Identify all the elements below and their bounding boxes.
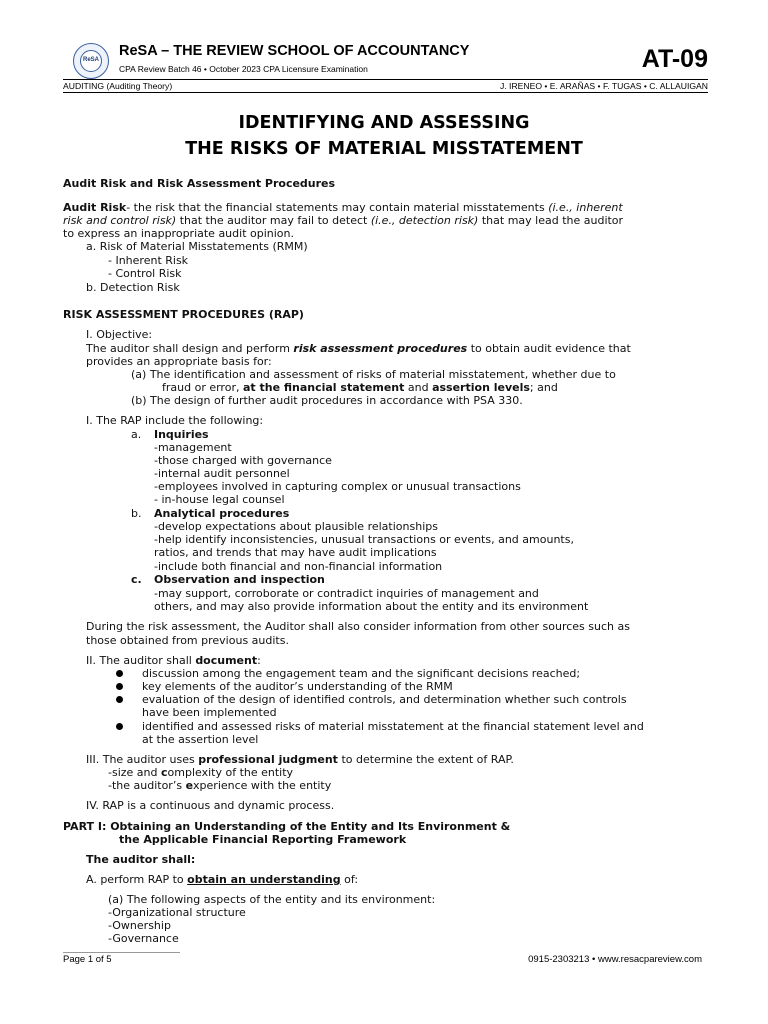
document-bullet: key elements of the auditor’s understanding of the RMM	[142, 680, 453, 693]
auditor-shall-heading: The auditor shall:	[86, 853, 196, 866]
document-bullet: identified and assessed risks of material misstatement at the financial statement level and	[142, 720, 644, 733]
analytical-item: -help identify inconsistencies, unusual transactions or events, and amounts,	[154, 533, 574, 546]
rap-include-label: I. The RAP include the following:	[86, 414, 264, 427]
bullet-dot-icon	[116, 723, 123, 730]
def-italic: risk and control risk)	[63, 214, 177, 227]
factor-text: -the auditor’s	[108, 779, 186, 792]
bullet-dot-icon	[116, 696, 123, 703]
bullet-dot-icon	[116, 683, 123, 690]
footer-rule	[63, 952, 180, 953]
inquiries-label: a.	[131, 428, 142, 441]
document-bullet-cont: at the assertion level	[142, 733, 259, 746]
factor-text: xperience with the entity	[193, 779, 332, 792]
def-italic: (i.e., detection risk)	[370, 214, 479, 227]
analytical-item: ratios, and trends that may have audit implications	[154, 546, 437, 559]
batch-info: CPA Review Batch 46 • October 2023 CPA Licensure Examination	[119, 64, 368, 74]
factor-bold: c	[161, 766, 168, 779]
control-risk-item: - Control Risk	[108, 267, 182, 280]
analytical-item: -include both financial and non-financial information	[154, 560, 443, 573]
analytical-title: Analytical procedures	[154, 507, 290, 520]
during-paragraph-line-2: those obtained from previous audits.	[86, 634, 289, 647]
judgment-requirement	[86, 753, 514, 766]
iii-text: III. The auditor uses	[86, 753, 199, 766]
header-rule-top	[63, 79, 708, 80]
header-rule-bottom	[63, 92, 708, 93]
aspects-line: (a) The following aspects of the entity and its environment:	[108, 893, 436, 906]
inquiries-item: - in-house legal counsel	[154, 493, 285, 506]
school-seal-logo	[73, 43, 109, 79]
aspect-item: -Organizational structure	[108, 906, 246, 919]
perform-rap-line	[86, 873, 358, 886]
audit-risk-def-line-2	[63, 214, 623, 227]
contact-info: 0915-2303213 • www.resacpareview.com	[528, 954, 702, 965]
detection-risk-item: b. Detection Risk	[86, 281, 180, 294]
document-bullet: evaluation of the design of identified controls, and determination whether such controls	[142, 693, 627, 706]
obj-text: and	[404, 381, 433, 394]
part-one-title-line-2: the Applicable Financial Reporting Framework	[119, 833, 407, 846]
analytical-item: -develop expectations about plausible relationships	[154, 520, 438, 533]
ii-text: :	[257, 654, 261, 667]
observation-title: Observation and inspection	[154, 573, 325, 586]
bullet-dot-icon	[116, 670, 123, 677]
objective-line-2: provides an appropriate basis for:	[86, 355, 272, 368]
inquiries-item: -those charged with governance	[154, 454, 332, 467]
aspect-item: -Governance	[108, 932, 179, 945]
subject-line	[63, 81, 708, 91]
document-title-line-1: IDENTIFYING AND ASSESSING	[238, 113, 530, 133]
part-one-title-line-1: PART I: Obtaining an Understanding of the Entity and Its Environment &	[63, 820, 511, 833]
def-text: that the auditor may fail to detect	[176, 214, 371, 227]
factor-bold: e	[185, 779, 194, 792]
factor-text: omplexity of the entity	[167, 766, 294, 779]
document-bullet: discussion among the engagement team and the significant decisions reached;	[142, 667, 581, 680]
iii-bold: professional judgment	[198, 753, 338, 766]
objective-a-line-2	[162, 381, 558, 394]
page-number: Page 1 of 5	[63, 954, 112, 965]
audit-risk-def-line-3: to express an inappropriate audit opinion.	[63, 227, 294, 240]
during-paragraph-line-1: During the risk assessment, the Auditor shall also consider information from other sources such as	[86, 620, 630, 633]
document-title-line-2: THE RISKS OF MATERIAL MISSTATEMENT	[185, 139, 583, 159]
objective-label: I. Objective:	[86, 328, 153, 341]
subject-label: AUDITING (Auditing Theory)	[63, 81, 173, 91]
def-text: - the risk that the financial statements may contain material misstatements	[126, 201, 549, 214]
def-italic: (i.e., inherent	[548, 201, 623, 214]
inquiries-item: -internal audit personnel	[154, 467, 290, 480]
document-bullet-cont: have been implemented	[142, 706, 277, 719]
iii-text: to determine the extent of RAP.	[337, 753, 514, 766]
observation-item: others, and may also provide information about the entity and its environment	[154, 600, 589, 613]
perform-text: of:	[340, 873, 359, 886]
inherent-risk-item: - Inherent Risk	[108, 254, 189, 267]
rmm-item: a. Risk of Material Misstatements (RMM)	[86, 240, 308, 253]
obj-bold: at the financial statement	[242, 381, 405, 394]
seal-text: ReSA	[82, 57, 99, 63]
objective-line-1	[86, 342, 631, 355]
analytical-label: b.	[131, 507, 142, 520]
authors-label: J. IRENEO • E. ARAÑAS • F. TUGAS • C. ALLAUIGAN	[499, 81, 708, 91]
inquiries-item: -employees involved in capturing complex or unusual transactions	[154, 480, 521, 493]
perform-emphasis: obtain an understanding	[187, 873, 341, 886]
section-heading-audit-risk: Audit Risk and Risk Assessment Procedures	[63, 177, 336, 190]
def-text: that may lead the auditor	[478, 214, 624, 227]
observation-label: c.	[131, 573, 142, 586]
school-name: ReSA – THE REVIEW SCHOOL OF ACCOUNTANCY	[119, 43, 470, 59]
rap-continuous: IV. RAP is a continuous and dynamic process.	[86, 799, 335, 812]
ii-text: II. The auditor shall	[86, 654, 196, 667]
judgment-factor	[108, 766, 293, 779]
document-code: AT-09	[641, 45, 708, 73]
obj-bold: assertion levels	[432, 381, 530, 394]
perform-text: A. perform RAP to	[86, 873, 188, 886]
obj-text: fraud or error,	[162, 381, 243, 394]
obj-text: ; and	[529, 381, 558, 394]
inquiries-item: -management	[154, 441, 232, 454]
obj-text: The auditor shall design and perform	[86, 342, 294, 355]
obj-emphasis: risk assessment procedures	[293, 342, 468, 355]
obj-text: to obtain audit evidence that	[467, 342, 631, 355]
objective-a-line-1: (a) The identification and assessment of risks of material misstatement, whether due to	[131, 368, 616, 381]
observation-item: -may support, corroborate or contradict inquiries of management and	[154, 587, 539, 600]
aspect-item: -Ownership	[108, 919, 171, 932]
ii-bold: document	[195, 654, 258, 667]
document-requirement	[86, 654, 261, 667]
section-heading-rap: RISK ASSESSMENT PROCEDURES (RAP)	[63, 308, 304, 321]
inquiries-title: Inquiries	[154, 428, 209, 441]
factor-text: -size and	[108, 766, 161, 779]
audit-risk-def-line-1	[63, 201, 623, 214]
judgment-factor	[108, 779, 331, 792]
audit-risk-term: Audit Risk	[63, 201, 127, 214]
objective-b: (b) The design of further audit procedures in accordance with PSA 330.	[131, 394, 523, 407]
